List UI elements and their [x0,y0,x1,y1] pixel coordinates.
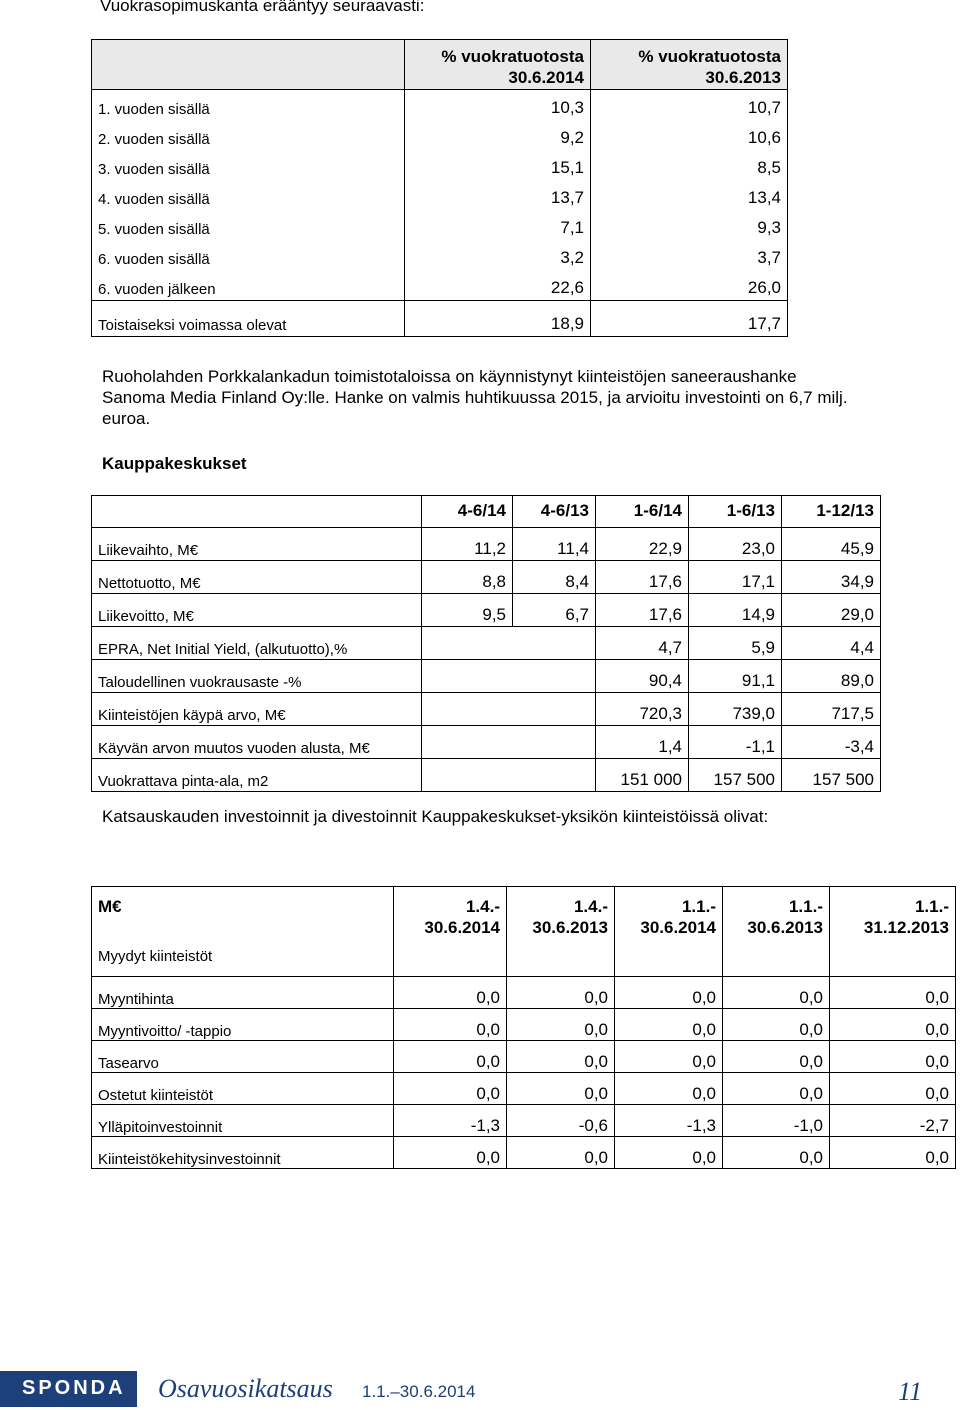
kpi-value: 8,4 [513,561,596,594]
lease-value: 9,2 [405,120,591,150]
kpi-value: 4,7 [596,627,689,660]
investments-table [91,886,956,1169]
invest-header-line2: 30.6.2014 [424,918,500,937]
lease-value: 7,1 [405,210,591,240]
invest-value: 0,0 [615,977,723,1009]
invest-header-line2: 31.12.2013 [863,918,949,937]
kpi-row-label: Liikevaihto, M€ [92,528,422,561]
paragraph-investments: Katsauskauden investoinnit ja divestoinnit Kauppakeskukset-yksikön kiinteistöissä olivat: [102,807,769,826]
invest-row-label: Tasearvo [92,1041,394,1073]
invest-row-label: Ostetut kiinteistöt [92,1073,394,1105]
invest-header [723,887,830,949]
lease-header-2014: % vuokratuotosta 30.6.2014 [405,40,591,90]
kpi-value: 91,1 [689,660,782,693]
kpi-value: 157 500 [689,759,782,792]
kpi-value: 9,5 [422,594,513,627]
invest-value: 0,0 [615,1137,723,1169]
invest-header [507,887,615,949]
kpi-value: 739,0 [689,693,782,726]
invest-corner: M€ [92,887,394,949]
kpi-value: 14,9 [689,594,782,627]
lease-row-label: 1. vuoden sisällä [92,90,405,121]
kpi-value: 17,6 [596,594,689,627]
lease-row-label: 6. vuoden sisällä [92,240,405,270]
lease-value: 9,3 [591,210,788,240]
kpi-row-label: Taloudellinen vuokrausaste -% [92,660,422,693]
invest-value: 0,0 [507,977,615,1009]
invest-value: 0,0 [830,1009,956,1041]
section-heading: Kauppakeskukset [102,454,247,473]
kpi-header-blank [92,496,422,528]
invest-header [615,887,723,949]
invest-value: 0,0 [394,1041,507,1073]
lease-value: 22,6 [405,270,591,301]
lease-header-blank [92,40,405,90]
invest-value: 0,0 [507,1137,615,1169]
invest-value: -1,3 [394,1105,507,1137]
invest-value: -2,7 [830,1105,956,1137]
kpi-row-label: Vuokrattava pinta-ala, m2 [92,759,422,792]
invest-value: 0,0 [394,1137,507,1169]
kpi-value: 45,9 [782,528,881,561]
lease-row-label: 2. vuoden sisällä [92,120,405,150]
invest-value: 0,0 [507,1073,615,1105]
page-number: 11 [898,1377,923,1406]
lease-header-2013: % vuokratuotosta 30.6.2013 [591,40,788,90]
invest-value: 0,0 [830,977,956,1009]
lease-row-label: 6. vuoden jälkeen [92,270,405,301]
kpi-value: 720,3 [596,693,689,726]
kpi-value: 717,5 [782,693,881,726]
invest-header-line2: 30.6.2013 [532,918,608,937]
kpi-header: 1-12/13 [782,496,881,528]
kpi-value: 23,0 [689,528,782,561]
invest-value: 0,0 [830,1073,956,1105]
kpi-row-label: Nettotuotto, M€ [92,561,422,594]
kpi-value: 17,1 [689,561,782,594]
lease-value: 10,3 [405,90,591,121]
kpi-value-empty [422,726,596,759]
invest-header-line1: 1.4.- [465,897,500,916]
kpi-value-empty [422,693,596,726]
invest-value: 0,0 [394,977,507,1009]
invest-row-label: Kiinteistökehitysinvestoinnit [92,1137,394,1169]
kpi-value: 4,4 [782,627,881,660]
invest-value: -1,3 [615,1105,723,1137]
kpi-value: 29,0 [782,594,881,627]
invest-value: 0,0 [394,1073,507,1105]
lease-expiry-table [91,39,788,337]
invest-value: 0,0 [615,1041,723,1073]
sponda-logo [0,1371,137,1407]
lease-row-label: 3. vuoden sisällä [92,150,405,180]
invest-value: 0,0 [723,977,830,1009]
lease-value: 10,7 [591,90,788,121]
kpi-value: 6,7 [513,594,596,627]
kpi-value: 17,6 [596,561,689,594]
kpi-row-label: Kiinteistöjen käypä arvo, M€ [92,693,422,726]
kpi-row-label: EPRA, Net Initial Yield, (alkutuotto),% [92,627,422,660]
kpi-value: 151 000 [596,759,689,792]
lease-value: 18,9 [405,301,591,337]
kpi-value-empty [422,759,596,792]
lease-value: 13,4 [591,180,788,210]
kpi-value: 1,4 [596,726,689,759]
kpi-header: 4-6/14 [422,496,513,528]
invest-value: 0,0 [723,1009,830,1041]
invest-value: -1,0 [723,1105,830,1137]
invest-header [830,887,956,949]
invest-header-line1: 1.1.- [681,897,716,916]
invest-header-line2: 30.6.2014 [640,918,716,937]
lease-value: 8,5 [591,150,788,180]
kpi-row-label: Liikevoitto, M€ [92,594,422,627]
kpi-value: 157 500 [782,759,881,792]
invest-row-label: Myyntihinta [92,977,394,1009]
invest-value: -0,6 [507,1105,615,1137]
kpi-value: 90,4 [596,660,689,693]
lease-value: 3,7 [591,240,788,270]
logo-text: SPONDA [22,1377,126,1399]
kpi-value: 34,9 [782,561,881,594]
paragraph-renovation: Ruoholahden Porkkalankadun toimistotaloissa on käynnistynyt kiinteistöjen saneeraushanke Sanoma Media Finland Oy:lle. Hanke on valmis huhtikuussa 2015, ja arvioitu investointi on 6,7 milj. euroa. [102,367,848,428]
kpi-value: 22,9 [596,528,689,561]
lease-value: 15,1 [405,150,591,180]
invest-value: 0,0 [507,1009,615,1041]
kpi-value: 5,9 [689,627,782,660]
lease-value: 3,2 [405,240,591,270]
kpi-value: 89,0 [782,660,881,693]
lease-value: 13,7 [405,180,591,210]
invest-value: 0,0 [723,1073,830,1105]
kpi-value: -3,4 [782,726,881,759]
kpi-header: 1-6/13 [689,496,782,528]
lease-row-label: 5. vuoden sisällä [92,210,405,240]
intro-text: Vuokrasopimuskanta erääntyy seuraavasti: [100,0,425,15]
lease-value: 10,6 [591,120,788,150]
kpi-value: 11,2 [422,528,513,561]
invest-value: 0,0 [507,1041,615,1073]
invest-value: 0,0 [615,1073,723,1105]
kpi-value: 8,8 [422,561,513,594]
footer-period: 1.1.–30.6.2014 [362,1382,476,1401]
invest-value: 0,0 [394,1009,507,1041]
invest-value: 0,0 [615,1009,723,1041]
kpi-value-empty [422,660,596,693]
invest-value: 0,0 [723,1137,830,1169]
kpi-value: -1,1 [689,726,782,759]
lease-row-label: Toistaiseksi voimassa olevat [92,301,405,337]
invest-header-line1: 1.1.- [788,897,823,916]
invest-value: 0,0 [723,1041,830,1073]
kpi-header: 4-6/13 [513,496,596,528]
invest-row-label: Myyntivoitto/ -tappio [92,1009,394,1041]
invest-header [394,887,507,949]
invest-header-line1: 1.1.- [914,897,949,916]
lease-row-label: 4. vuoden sisällä [92,180,405,210]
footer-title: Osavuosikatsaus [158,1374,333,1403]
kpi-value: 11,4 [513,528,596,561]
invest-value: 0,0 [830,1041,956,1073]
kpi-header: 1-6/14 [596,496,689,528]
lease-value: 26,0 [591,270,788,301]
kpi-row-label: Käyvän arvon muutos vuoden alusta, M€ [92,726,422,759]
lease-value: 17,7 [591,301,788,337]
kpi-value-empty [422,627,596,660]
invest-header-line1: 1.4.- [573,897,608,916]
invest-value: 0,0 [830,1137,956,1169]
invest-row-label: Ylläpitoinvestoinnit [92,1105,394,1137]
invest-header-line2: 30.6.2013 [747,918,823,937]
invest-subheading: Myydyt kiinteistöt [92,948,394,977]
shopping-centre-kpi-table [91,495,881,792]
